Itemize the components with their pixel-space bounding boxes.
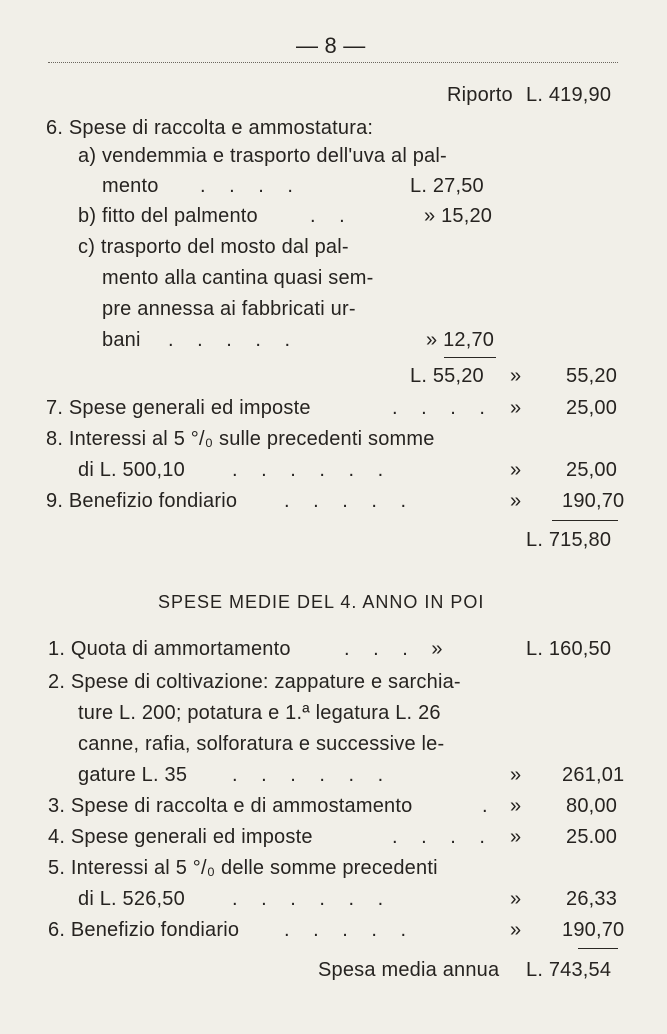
item6c-value: » 12,70: [426, 329, 495, 351]
item6c-line1: c) trasporto del mosto dal pal-: [78, 236, 349, 258]
s2-item5-mark: »: [510, 888, 522, 910]
item6a-value: L. 27,50: [410, 175, 484, 197]
item7-mark: »: [510, 397, 522, 419]
item8-line1: 8. Interessi al 5 °/₀ sulle precedenti somme: [46, 428, 435, 450]
s2-item4-mark: »: [510, 826, 522, 848]
item6-total: 55,20: [566, 365, 618, 387]
s2-item5-line1: 5. Interessi al 5 °/₀ delle somme precedenti: [48, 857, 438, 879]
s2-item2-value: 261,01: [562, 764, 625, 786]
item7-text: 7. Spese generali ed imposte: [46, 397, 311, 419]
s2-item3-mark: »: [510, 795, 522, 817]
item6b-text: b) fitto del palmento: [78, 205, 258, 227]
s2-item2-dots: . . . . . .: [232, 764, 393, 786]
item8-dots: . . . . . .: [232, 459, 393, 481]
item9-text: 9. Benefizio fondiario: [46, 490, 238, 512]
item8-mark: »: [510, 459, 522, 481]
riporto-label: Riporto: [447, 84, 513, 106]
s2-item1-value: L. 160,50: [526, 638, 612, 660]
item7-dots: . . . .: [392, 397, 494, 419]
s2-item4-value: 25.00: [566, 826, 618, 848]
s2-item5-value: 26,33: [566, 888, 618, 910]
item6-title: 6. Spese di raccolta e ammostatura:: [46, 117, 374, 139]
item6c-line2: mento alla cantina quasi sem-: [102, 267, 374, 289]
s2-item6-value: 190,70: [562, 919, 625, 941]
item6b-dots: . .: [310, 205, 354, 227]
annual-total-value: L. 743,54: [526, 959, 612, 981]
s2-item6-dots: . . . . .: [284, 919, 416, 941]
item8-line2: di L. 500,10: [78, 459, 185, 481]
item6b-value: » 15,20: [424, 205, 493, 227]
riporto-value: L. 419,90: [526, 84, 612, 106]
item6a-line2: mento: [102, 175, 159, 197]
s2-item2-line1: 2. Spese di coltivazione: zappature e sarchia-: [48, 671, 461, 693]
s2-item2-line3: canne, rafia, solforatura e successive le-: [78, 733, 445, 755]
item6c-dots: . . . . .: [168, 329, 300, 351]
item6-subtotal: L. 55,20: [410, 365, 484, 387]
s2-item4-text: 4. Spese generali ed imposte: [48, 826, 313, 848]
s2-item6-text: 6. Benefizio fondiario: [48, 919, 240, 941]
s2-item1-dots: . . . »: [344, 638, 452, 660]
subtotal-rule: [444, 357, 496, 358]
s2-item5-line2: di L. 526,50: [78, 888, 185, 910]
annual-total-label: Spesa media annua: [318, 959, 500, 981]
item9-value: 190,70: [562, 490, 625, 512]
page-number: — 8 —: [296, 33, 366, 58]
item6-total-mark: »: [510, 365, 522, 387]
s2-item2-line2: ture L. 200; potatura e 1.ª legatura L. 26: [78, 702, 441, 724]
s2-item3-text: 3. Spese di raccolta e di ammostamento: [48, 795, 413, 817]
grand-total: L. 715,80: [526, 529, 612, 551]
item9-dots: . . . . .: [284, 490, 416, 512]
s2-item6-mark: »: [510, 919, 522, 941]
annual-total-rule: [578, 948, 618, 949]
header-divider: [48, 62, 618, 63]
grand-total-rule: [552, 520, 618, 521]
s2-item3-dots: .: [482, 795, 488, 817]
s2-item2-mark: »: [510, 764, 522, 786]
item7-value: 25,00: [566, 397, 618, 419]
item6a-dots: . . . .: [200, 175, 302, 197]
s2-item4-dots: . . . .: [392, 826, 494, 848]
section2-heading: SPESE MEDIE DEL 4. ANNO IN POI: [158, 592, 485, 612]
s2-item5-dots: . . . . . .: [232, 888, 393, 910]
s2-item1-text: 1. Quota di ammortamento: [48, 638, 291, 660]
item9-mark: »: [510, 490, 522, 512]
item6a-line1: a) vendemmia e trasporto dell'uva al pal-: [78, 145, 447, 167]
item6c-line4: bani: [102, 329, 141, 351]
s2-item2-line4: gature L. 35: [78, 764, 188, 786]
item8-value: 25,00: [566, 459, 618, 481]
item6c-line3: pre annessa ai fabbricati ur-: [102, 298, 356, 320]
s2-item3-value: 80,00: [566, 795, 618, 817]
